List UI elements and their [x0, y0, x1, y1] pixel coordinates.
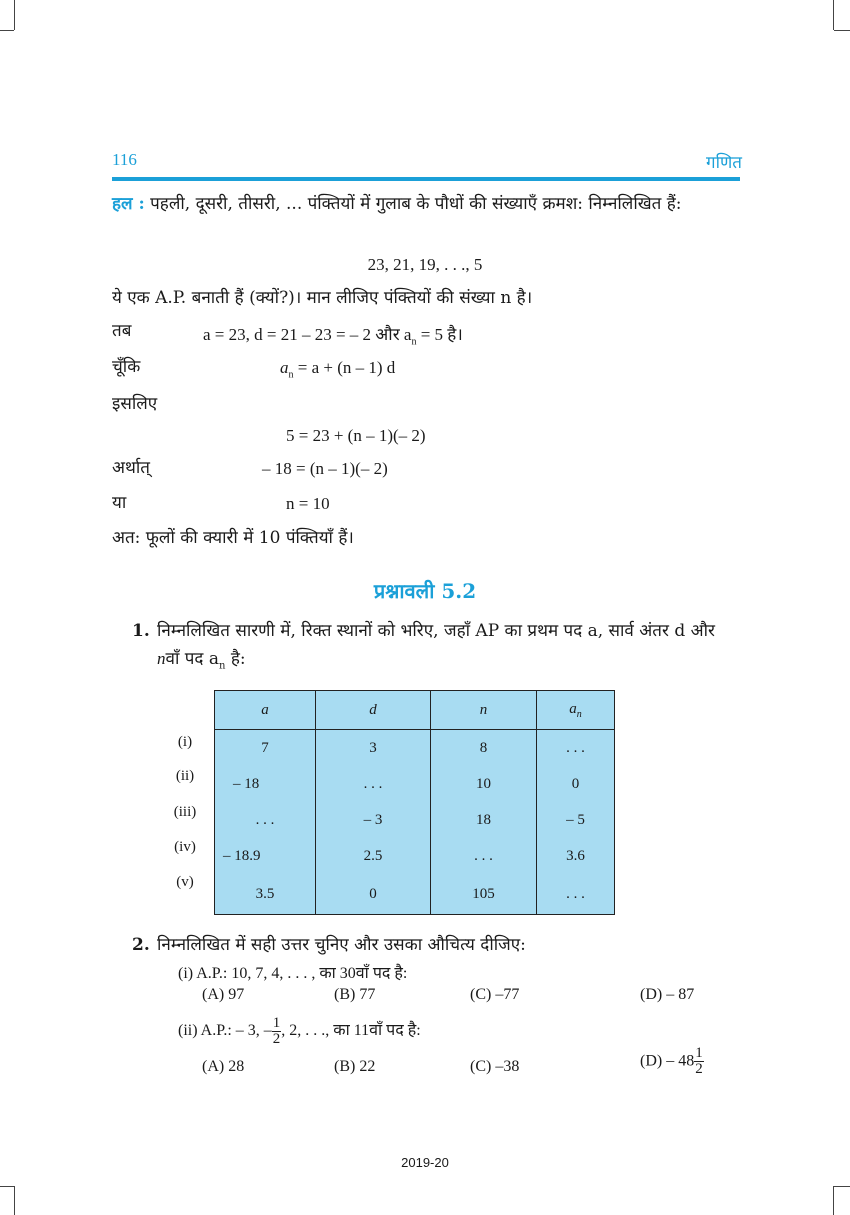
row-label: (i): [177, 734, 193, 750]
table-header-row: [215, 691, 615, 730]
table-cell[interactable]: 3.6: [537, 838, 615, 874]
tab-equation-tail: = 5 है।: [416, 325, 463, 344]
table-cell[interactable]: – 18.9: [215, 838, 316, 874]
table-cell[interactable]: – 3: [316, 802, 431, 838]
conclusion: अत: फूलों की क्यारी में 10 पंक्तियाँ हैं।: [112, 528, 354, 548]
table-cell[interactable]: . . .: [537, 730, 615, 767]
solution-intro: [112, 191, 740, 218]
crop-mark: [833, 0, 834, 30]
header-an-sub: n: [576, 708, 582, 720]
header-an-text: a: [569, 700, 577, 717]
table-row: [215, 802, 615, 838]
table-cell[interactable]: – 18: [215, 766, 316, 802]
table-cell[interactable]: 2.5: [316, 838, 431, 874]
table-cell[interactable]: 105: [431, 874, 537, 915]
crop-mark: [834, 30, 850, 31]
option-c[interactable]: (C) –38: [470, 1058, 520, 1075]
table-row: [215, 838, 615, 874]
row-label: (v): [176, 874, 194, 890]
option-d[interactable]: (D) – 87: [640, 986, 695, 1003]
table-row: [215, 874, 615, 915]
q2-text: निम्नलिखित में सही उत्तर चुनिए और उसका औचित्य दीजिए:: [157, 935, 526, 955]
row-label: (ii): [175, 768, 195, 784]
solution-intro-text: पहली, दूसरी, तीसरी, ... पंक्तियों में गुलाब के पौधों की संख्याएँ क्रमश: निम्नलिखित हैं:: [150, 194, 682, 214]
q1-sub: n: [218, 660, 226, 672]
tab-equation-sub: n: [411, 336, 417, 348]
option-a[interactable]: (A) 97: [202, 986, 245, 1003]
table-cell[interactable]: . . .: [215, 802, 316, 838]
crop-mark: [834, 1186, 850, 1187]
tab-equation: [203, 322, 463, 347]
frac-den: 2: [272, 1031, 281, 1047]
row-label: (iii): [173, 804, 197, 820]
frac-num: 1: [272, 1015, 281, 1031]
q1-text2c: है:: [225, 649, 246, 669]
subject-title: गणित: [706, 153, 742, 173]
since-eq-a: a: [280, 358, 289, 377]
table-row: [215, 730, 615, 767]
footer-year: 2019-20: [401, 1155, 449, 1170]
option-a[interactable]: (A) 28: [202, 1058, 245, 1075]
header-rule: [112, 177, 740, 181]
fraction-half: [272, 1016, 282, 1047]
frac-num: 1: [695, 1045, 703, 1061]
option-d[interactable]: [640, 1046, 704, 1077]
table-cell[interactable]: . . .: [316, 766, 431, 802]
crop-mark: [0, 1186, 14, 1187]
since-eq-rest: = a + (n – 1) d: [293, 358, 396, 377]
crop-mark: [14, 0, 15, 30]
table-cell[interactable]: – 5: [537, 802, 615, 838]
since-label: चूँकि: [112, 357, 141, 377]
tab-equation-text: a = 23, d = 21 – 23 = – 2 और a: [203, 325, 412, 344]
equation-3: n = 10: [286, 494, 330, 513]
q1-text-line2: [157, 645, 246, 679]
solution-label: हल :: [112, 194, 145, 214]
table-cell[interactable]: 3.5: [215, 874, 316, 915]
header-n: n: [431, 691, 537, 730]
crop-mark: [0, 30, 14, 31]
fraction-half: [694, 1046, 704, 1077]
hence-label: इसलिए: [112, 394, 158, 414]
exercise-title: प्रश्नावली 5.2: [373, 579, 477, 603]
ya-label: या: [112, 493, 127, 513]
crop-mark: [14, 1186, 15, 1215]
sequence: 23, 21, 19, . . ., 5: [367, 255, 483, 274]
q2-ii-stem-a: (ii) A.P.: – 3, –: [178, 1022, 272, 1040]
statement: ये एक A.P. बनाती हैं (क्यों?)। मान लीजिए पंक्तियों की संख्या n है।: [112, 288, 533, 308]
table-cell[interactable]: 7: [215, 730, 316, 767]
arthat-label: अर्थात्: [112, 458, 150, 478]
table-cell[interactable]: 10: [431, 766, 537, 802]
table-cell[interactable]: 18: [431, 802, 537, 838]
table-cell[interactable]: 0: [537, 766, 615, 802]
tab-label: तब: [112, 321, 132, 341]
option-c[interactable]: (C) –77: [470, 986, 520, 1003]
frac-den: 2: [695, 1061, 703, 1077]
since-equation: [280, 358, 395, 380]
equation-2: – 18 = (n – 1)(– 2): [262, 459, 388, 478]
option-d-text: (D) – 48: [640, 1052, 695, 1070]
row-label: (iv): [174, 839, 196, 855]
table-cell[interactable]: 0: [316, 874, 431, 915]
header-d: d: [316, 691, 431, 730]
option-b[interactable]: (B) 22: [334, 1058, 376, 1075]
header-a: a: [215, 691, 316, 730]
table-cell[interactable]: 8: [431, 730, 537, 767]
q2-ii-stem: [178, 1016, 421, 1047]
q2-number: 2.: [132, 935, 150, 955]
q1-text: निम्नलिखित सारणी में, रिक्त स्थानों को भरिए, जहाँ AP का प्रथम पद a, सार्व अंतर d और: [157, 621, 715, 641]
table-row: [215, 766, 615, 802]
q2-i-stem: (i) A.P.: 10, 7, 4, . . . , का 30वाँ पद है:: [178, 965, 408, 982]
q2-ii-stem-b: , 2, . . ., का 11वाँ पद है:: [281, 1022, 421, 1040]
q1-text2b: वाँ पद a: [165, 649, 219, 669]
option-b[interactable]: (B) 77: [334, 986, 376, 1003]
ap-table: [214, 690, 615, 915]
crop-mark: [833, 1186, 834, 1215]
page-number: 116: [112, 150, 137, 169]
since-eq-sub: n: [288, 369, 294, 381]
table-cell[interactable]: . . .: [537, 874, 615, 915]
table-cell[interactable]: 3: [316, 730, 431, 767]
q1-n: n: [157, 649, 166, 668]
q1-number: 1.: [132, 621, 150, 641]
table-cell[interactable]: . . .: [431, 838, 537, 874]
equation-1: 5 = 23 + (n – 1)(– 2): [286, 426, 426, 445]
header-an: [537, 691, 615, 730]
